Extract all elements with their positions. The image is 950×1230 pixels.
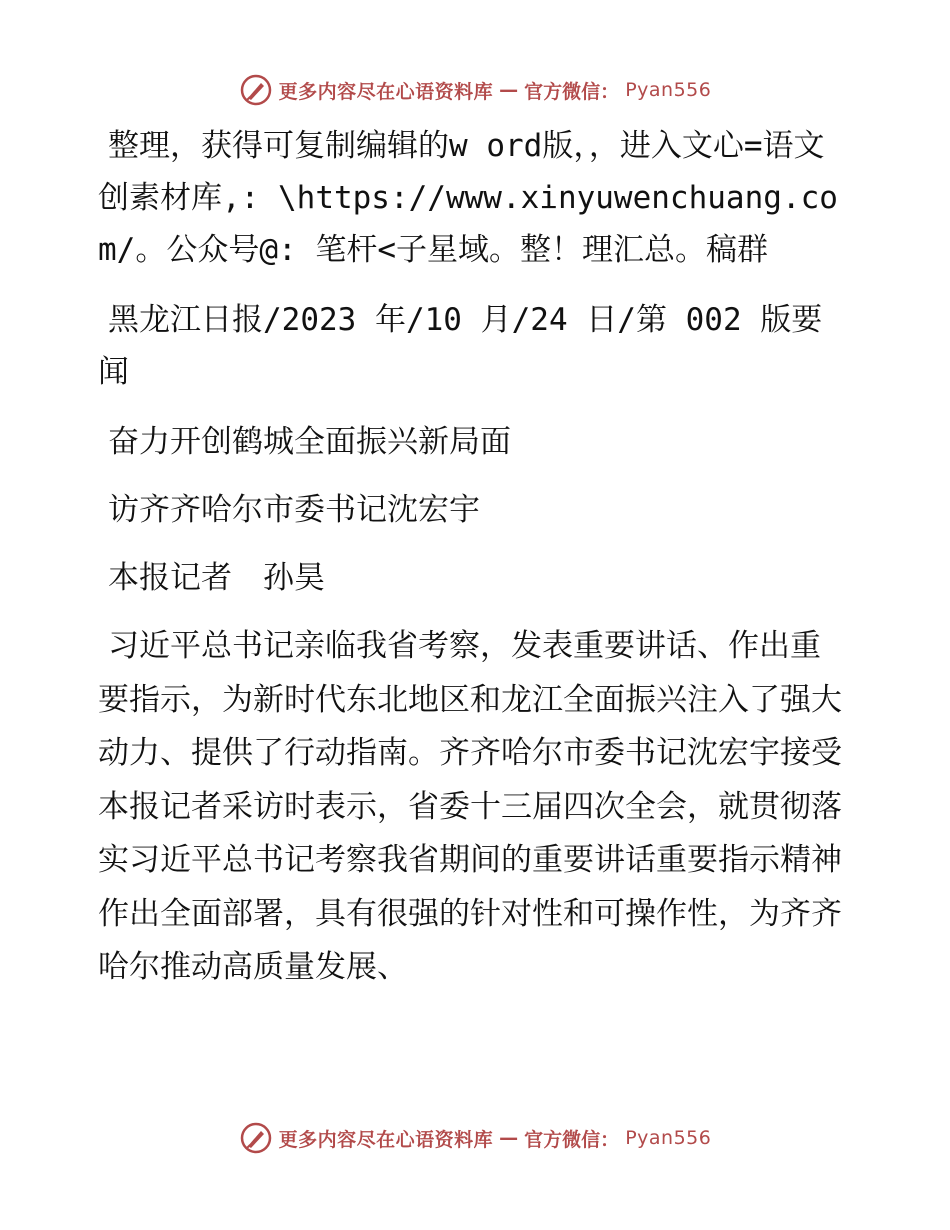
watermark-title: 更多内容尽在心语资料库 bbox=[278, 1128, 494, 1151]
source-line: 黑龙江日报/2023 年/10 月/24 日/第 002 版要闻 bbox=[98, 302, 823, 390]
watermark-separator: — bbox=[499, 1127, 519, 1149]
document-body bbox=[98, 120, 850, 1013]
subheadline: 访齐齐哈尔市委书记沈宏宇 bbox=[108, 492, 480, 528]
intro-paragraph: 整理，获得可复制编辑的w ord版，，进入文心=语文创素材库,: \https://www.xinyuwenchuang.com/。公众号@: 笔杆<子星域。整！理汇总。稿群 bbox=[98, 128, 838, 268]
watermark-account: Pyan556 bbox=[625, 79, 712, 101]
watermark-official-label: 官方微信： bbox=[524, 80, 620, 103]
watermark-title: 更多内容尽在心语资料库 bbox=[278, 80, 494, 103]
byline: 本报记者 孙昊 bbox=[108, 560, 325, 596]
watermark-account: Pyan556 bbox=[625, 1127, 712, 1149]
watermark-separator: — bbox=[499, 79, 519, 101]
watermark-footer bbox=[0, 1118, 950, 1158]
quill-logo-icon bbox=[239, 73, 273, 107]
quill-logo-icon bbox=[239, 1121, 273, 1155]
body-paragraph: 习近平总书记亲临我省考察，发表重要讲话、作出重要指示，为新时代东北地区和龙江全面振兴注入了强大动力、提供了行动指南。齐齐哈尔市委书记沈宏宇接受本报记者采访时表示，省委十三届四次全会，就贯彻落实习近平总书记考察我省期间的重要讲话重要指示精神作出全面部署，具有很强的针对性和可操作性，为齐齐哈尔推动高质量发展、 bbox=[98, 628, 842, 985]
watermark-header bbox=[0, 70, 950, 110]
watermark-official-label: 官方微信： bbox=[524, 1128, 620, 1151]
headline: 奋力开创鹤城全面振兴新局面 bbox=[108, 424, 511, 460]
